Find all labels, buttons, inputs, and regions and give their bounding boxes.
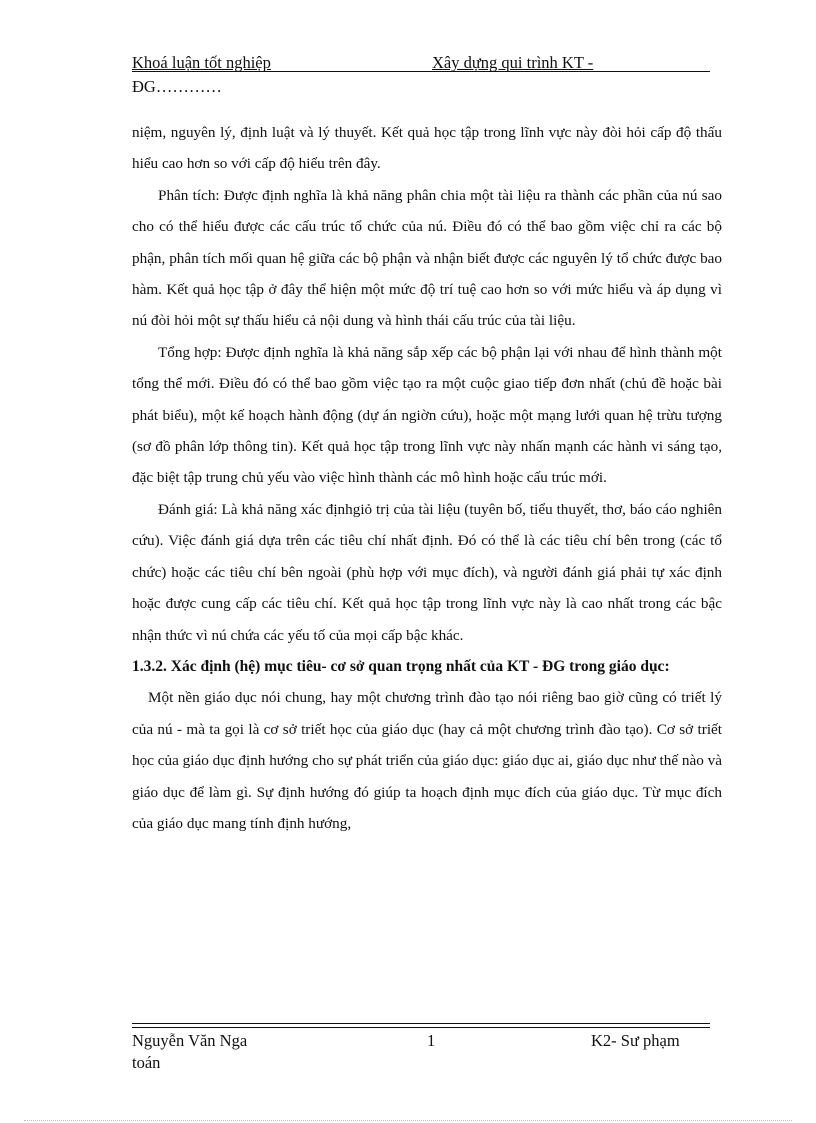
section-heading: 1.3.2. Xác định (hệ) mục tiêu- cơ sở quan trọng nhất của KT - ĐG trong giáo dục: [132, 657, 670, 675]
footer-rule [132, 1023, 710, 1024]
page-header [132, 53, 710, 97]
page-bottom-border [24, 1120, 792, 1121]
paragraph-continuation: niệm, nguyên lý, định luật và lý thuyết. Kết quả học tập trong lĩnh vực này đòi hỏi cấp độ thấu hiểu cao hơn so với cấp độ hiểu trên đây. [132, 124, 722, 173]
header-rule [132, 71, 710, 72]
paragraph-evaluation: Đánh giá: Là khả năng xác địnhgiỏ trị của tài liệu (tuyên bố, tiểu thuyết, thơ, báo cáo nghiên cứu). Việc đánh giá dựa trên các tiêu chí nhất định. Đó có thể là các tiêu chí bên trong (các tổ chức) hoặc các tiêu chí bên ngoài (phù hợp với mục đích), và người đánh giá phải tự xác định hoặc được cung cấp các tiêu chí. Kết quả học tập trong lĩnh vực này là cao nhất trong các bậc nhận thức vì nú chứa các yếu tố của mọi cấp bậc khác. [132, 500, 722, 644]
header-title: Xây dựng qui trình KT - [432, 53, 594, 72]
footer-author: Nguyễn Văn Nga toán [132, 1031, 248, 1072]
page-number: 1 [427, 1031, 436, 1050]
paragraph-synthesis: Tổng hợp: Được định nghĩa là khả năng sắp xếp các bộ phận lại với nhau để hình thành một tổng thể mới. Điều đó có thể bao gồm việc tạo ra một cuộc giao tiếp đơn nhất (chủ đề hoặc bài phát biểu), một kế hoạch hành động (dự án ngiờn cứu), hoặc một mạng lưới quan hệ trừu tượng (sơ đồ phân lớp thông tin). Kết quả học tập trong lĩnh vực này nhấn mạnh các hành vi sáng tạo, đặc biệt tập trung chủ yếu vào việc hình thành các mô hình hoặc cấu trúc mới. [132, 343, 722, 487]
paragraph-education-philosophy: Một nền giáo dục nói chung, hay một chương trình đào tạo nói riêng bao giờ cũng có triết lý của nú - mà ta gọi là cơ sở triết học của giáo dục (hay cả một chương trình đào tạo). Cơ sở triết học của giáo dục định hướng cho sự phát triển của giáo dục: giáo dục ai, giáo dục như thế nào và giáo dục để làm gì. Sự định hướng đó giúp ta hoạch định mục đích của giáo dục. Từ mục đích của giáo dục mang tính định hướng, [132, 689, 722, 832]
document-body [132, 117, 722, 839]
header-title-continuation: ĐG………… [132, 77, 222, 96]
header-thesis-label: Khoá luận tốt nghiệp [132, 53, 271, 72]
paragraph-analysis: Phân tích: Được định nghĩa là khả năng phân chia một tài liệu ra thành các phần của nú sao cho có thể hiểu được các cấu trúc tổ chức của nú. Điều đó có thể bao gồm việc chỉ ra các bộ phận, phân tích mối quan hệ giữa các bộ phận và nhận biết được các nguyên lý tổ chức được bao hàm. Kết quả học tập ở đây thể hiện một mức độ trí tuệ cao hơn so với mức hiểu và áp dụng vì nú đòi hỏi một sự thấu hiểu cả nội dung và hình thái cấu trúc của tài liệu. [132, 186, 722, 330]
footer-rule-double [132, 1027, 710, 1028]
footer-class: K2- Sư phạm [591, 1031, 680, 1050]
